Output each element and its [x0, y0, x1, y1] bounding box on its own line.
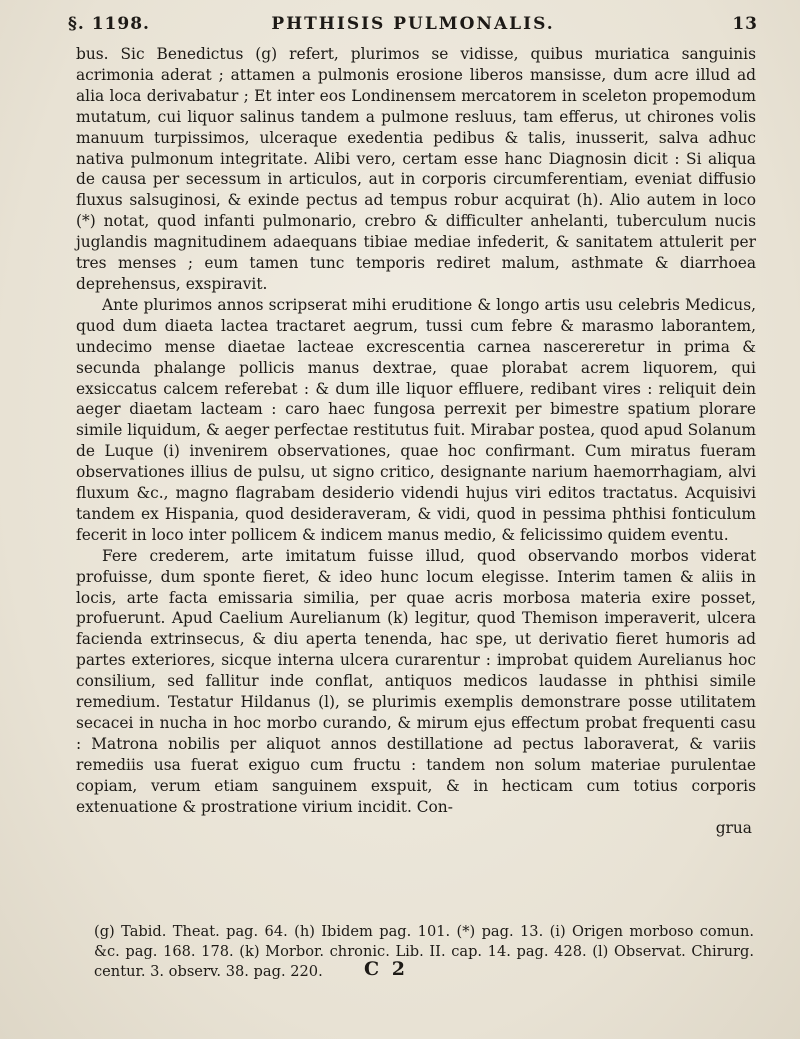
paragraph-3: Fere crederem, arte imitatum fuisse illud, quod observando morbos viderat profuisse, dum sponte fieret, & ideo hunc locum elegisse. Interim tamen & aliis in locis, arte facta emissaria similia, per quae acris morbosa materia exire posset, profuerunt. Apud Caelium Aurelianum (k) legitur, quod Themison imperaverit, ulcera facienda extrinsecus, & diu aperta tenenda, hac spe, ut derivatio fieret humoris ad partes exteriores, sicque interna ulcera curarentur : improbat quidem Aurelianus hoc consilium, sed fallitur inde conflat, antiquos medicos laudasse in phthisi simile remedium. Testatur Hildanus (l), se plurimis exemplis demonstrare posse utilitatem secacei in nucha in hoc morbo curando, & mirum ejus effectum probat frequenti casu : Matrona nobilis per aliquot annos destillatione ad pectus laboraverat, & variis remediis usa fuerat exiguo cum fructu : tandem non solum materiae purulentae copiam, verum etiam sanguinem exspuit, & in hecticam cum totius corporis extenuatione & prostratione virium incidit. Con-: [76, 546, 756, 816]
paragraph-1: bus. Sic Benedictus (g) refert, plurimos se vidisse, quibus muriatica sanguinis acrimonia aderat ; attamen a pulmonis erosione liberos mansisse, dum acre illud ad alia loca derivabatur ; Et inter eos Londinensem mercatorem in sceleton propemodum mutatum, cui liquor salinus tandem a pulmone resluus, tam efferus, ut chirones volis manuum turpissimos, ulceraque exedentia pedibus & talis, inusserit, salva adhuc nativa pulmonum integritate. Alibi vero, certam esse hanc Diagnosin dicit : Si aliqua de causa per secessum in articulos, aut in corporis circumferentiam, eveniat diffusio fluxus salsuginosi, & exinde pectus ad tempus robur acquirat (h). Alio autem in loco (*) notat, quod infanti pulmonario, crebro & difficulter anhelanti, tuberculum nucis juglandis magnitudinem adaequans tibiae mediae infederit, & sanitatem attulerit per tres menses ; eum tamen tunc temporis rediret malum, asthmate & diarrhoea deprehensus, exspiravit.: [76, 45, 756, 293]
footnote-text: (g) Tabid. Theat. pag. 64. (h) Ibidem pag. 101. (*) pag. 13. (i) Origen morboso comun. &c. pag. 168. 178. (k) Morbor. chronic. Lib. II. cap. 14. pag. 428. (l) Observat. Chirurg. centur. 3. observ. 38. pag. 220.: [94, 923, 754, 980]
section-number: §. 1198.: [68, 14, 150, 34]
paragraph-2: Ante plurimos annos scripserat mihi eruditione & longo artis usu celebris Medicus, quod dum diaeta lactea tractaret aegrum, tussi cum febre & marasmo laborantem, undecimo mense diaetae lacteae excrescentia carnea nascereretur in prima & secunda phalange pollicis manus dextrae, quae plorabat acrem liquorem, qui exsiccatus calcem referebat : & dum ille liquor effluere, redibant vires : reliquit dein aeger diaetam lacteam : caro haec fungosa perrexit per bimestre spatium plorare simile liquidum, & aeger perfectae restitutus fuit. Mirabar postea, quod apud Solanum de Luque (i) invenirem observationes, quae hoc confirmant. Cum miratus fueram observationes illius de pulsu, ut signo critico, designante narium haemorrhagiam, alvi fluxum &c., magno flagrabam desiderio videndi hujus viri editos tractatus. Acquisivi tandem ex Hispania, quod desideraveram, & vidi, quod in pessima phthisi fonticulum fecerit in loco inter pollicem & indicem manus medio, & felicissimo quidem eventu.: [76, 295, 756, 544]
signature-mark: C 2: [364, 958, 408, 980]
page-number: 13: [732, 14, 758, 34]
page-header: [68, 14, 758, 38]
running-title: PHTHISIS PULMONALIS.: [271, 14, 555, 34]
main-text: [76, 44, 756, 838]
catchword: grua: [715, 818, 752, 837]
